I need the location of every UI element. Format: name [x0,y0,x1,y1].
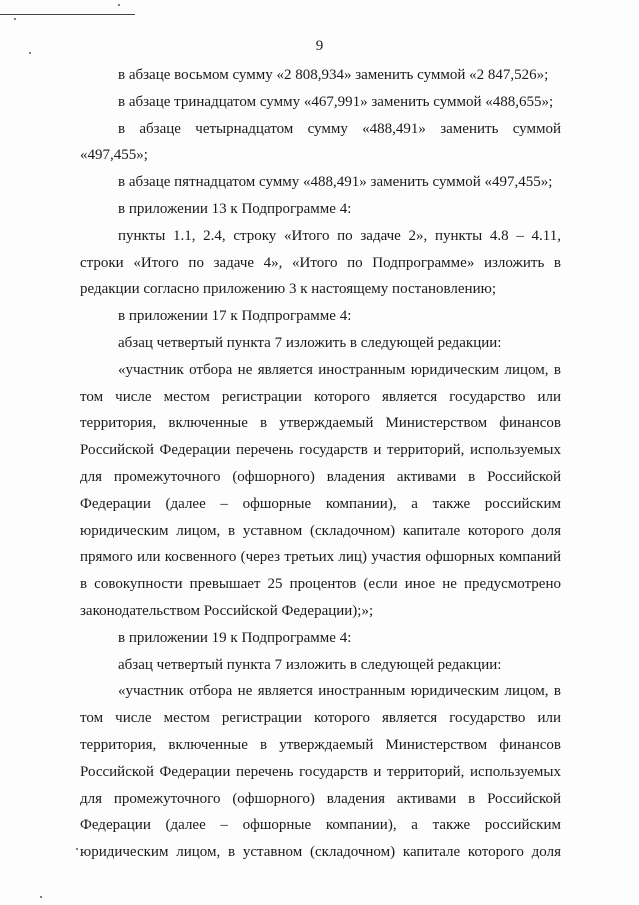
text-line: редакции согласно приложению 3 к настоящему постановлению; [80,281,496,298]
text-line: для промежуточного (офшорного) владения активами в Российской [80,790,561,807]
text-line: Российской Федерации перечень государств и территорий, используемых [80,763,561,780]
text-line: юридическим лицом, в уставном (складочном) капитале которого доля [80,844,561,861]
text-line: в приложении 19 к Подпрограмме 4: [118,629,352,646]
text-line: Федерации (далее – офшорные компании), а также российским [80,817,561,834]
text-line: в приложении 13 к Подпрограмме 4: [118,200,352,217]
scan-artifact-dot [76,848,78,850]
text-line: пункты 1.1, 2.4, строку «Итого по задаче 2», пункты 4.8 – 4.11, [118,227,561,244]
document-body [80,62,561,866]
text-line: Федерации (далее – офшорные компании), а также российским [80,495,561,512]
scan-artifact-dot [14,18,16,20]
text-line: законодательством Российской Федерации);»; [80,602,374,619]
text-line: в абзаце пятнадцатом сумму «488,491» заменить суммой «497,455»; [118,174,553,191]
text-line: том числе местом регистрации которого является государство или [80,388,561,405]
scan-artifact-line [0,14,135,15]
text-line: Российской Федерации перечень государств и территорий, используемых [80,442,561,459]
text-line: «497,455»; [80,147,148,164]
text-line: юридическим лицом, в уставном (складочном) капитале которого доля [80,522,561,539]
scan-artifact-dot [40,896,42,898]
text-line: в совокупности превышает 25 процентов (если иное не предусмотрено [80,576,561,593]
text-line: территория, включенные в утверждаемый Министерством финансов [80,415,561,432]
text-line: в абзаце тринадцатом сумму «467,991» заменить суммой «488,655»; [118,93,554,110]
text-line: в абзаце четырнадцатом сумму «488,491» заменить суммой [118,120,561,137]
text-line: строки «Итого по задаче 4», «Итого по Подпрограмме» изложить в [80,254,561,271]
text-line: территория, включенные в утверждаемый Министерством финансов [80,736,561,753]
scan-artifact-dot [118,4,120,6]
text-line: прямого или косвенного (через третьих лиц) участия офшорных компаний [80,549,561,566]
text-line: абзац четвертый пункта 7 изложить в следующей редакции: [118,656,502,673]
text-line: том числе местом регистрации которого является государство или [80,710,561,727]
text-line: в абзаце восьмом сумму «2 808,934» заменить суммой «2 847,526»; [118,67,549,83]
text-line: в приложении 17 к Подпрограмме 4: [118,308,352,325]
text-line: «участник отбора не является иностранным юридическим лицом, в [118,361,561,378]
text-line: «участник отбора не является иностранным юридическим лицом, в [118,683,561,700]
text-line: для промежуточного (офшорного) владения активами в Российской [80,468,561,485]
page-number: 9 [315,38,324,54]
text-line: абзац четвертый пункта 7 изложить в следующей редакции: [118,334,502,351]
